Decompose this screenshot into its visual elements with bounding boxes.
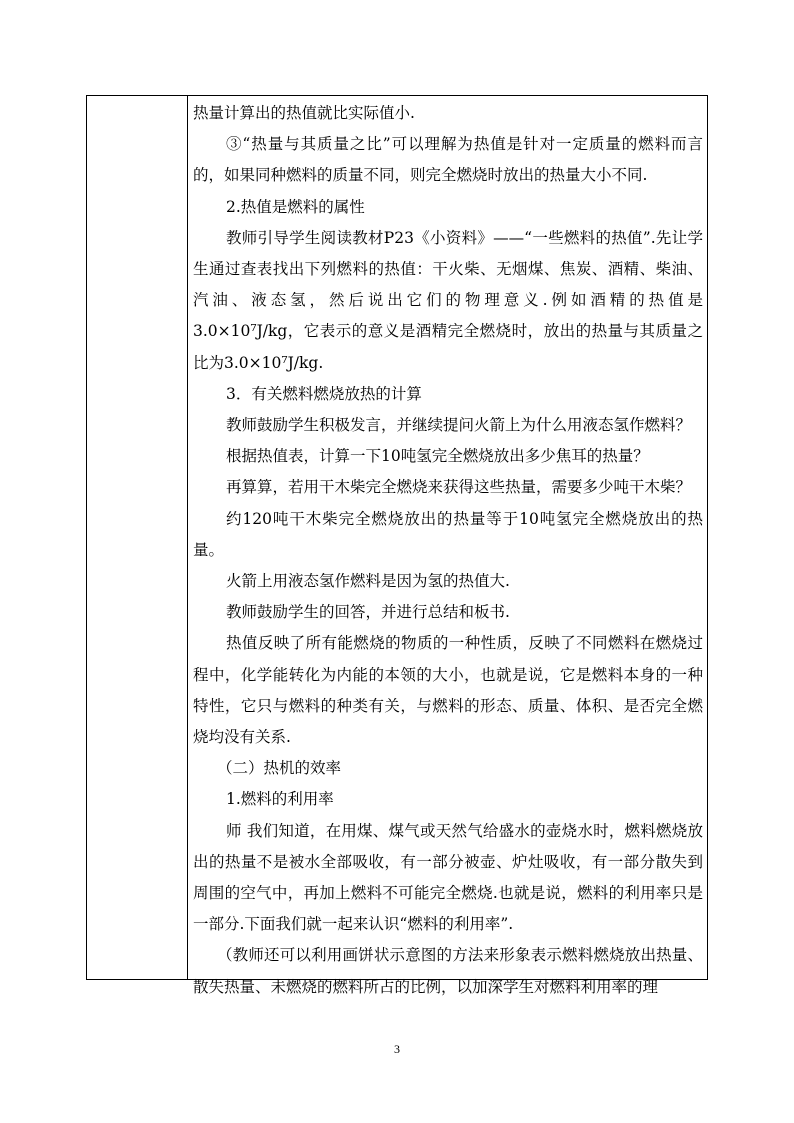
paragraph: 教师鼓励学生积极发言，并继续提问火箭上为什么用液态氢作燃料？ <box>226 416 692 435</box>
paragraph: 教师鼓励学生的回答，并进行总结和板书. <box>226 603 510 622</box>
paragraph: 热值反映了所有能燃烧的物质的一种性质，反映了不同燃料在燃烧过程中，化学能转化为内能的本领的大小，也就是说，它是燃料本身的一种特性，它只与燃料的种类有关，与燃料的形态、质量、体积、是否完全燃烧均没有关系. <box>193 634 703 747</box>
paragraph: 约120吨干木柴完全燃烧放出的热量等于10吨氢完全燃烧放出的热量。 <box>193 509 703 559</box>
section-heading: 3．有关燃料燃烧放热的计算 <box>226 384 422 403</box>
paragraph: 根据热值表，计算一下10吨氢完全燃烧放出多少焦耳的热量？ <box>226 447 649 466</box>
paragraph: 教师引导学生阅读教材P23《小资料》——“一些燃料的热值”.先让学生通过查表找出下列燃料的热值：干火柴、无烟煤、焦炭、酒精、柴油、汽油、液态氢，然后说出它们的物理意义.例如酒精的热值是3.0×10⁷J/kg，它表示的意义是酒精完全燃烧时，放出的热量与其质量之比为3.0×10⁷J/kg. <box>193 228 703 372</box>
section-heading: 2.热值是燃料的属性 <box>226 197 365 216</box>
page-number: 3 <box>394 1042 400 1056</box>
section-heading: 1.燃料的利用率 <box>226 790 334 809</box>
table-content-cell <box>193 96 703 1003</box>
table-left-cell <box>87 96 188 979</box>
paragraph: ③“热量与其质量之比”可以理解为热值是针对一定质量的燃料而言的，如果同种燃料的质量不同，则完全燃烧时放出的热量大小不同. <box>193 135 703 185</box>
lesson-table <box>86 95 708 996</box>
paragraph: 热量计算出的热值就比实际值小. <box>193 104 415 122</box>
section-heading: （二）热机的效率 <box>217 759 342 778</box>
paragraph: 师 我们知道，在用煤、煤气或天然气给盛水的壶烧水时，燃料燃烧放出的热量不是被水全部吸收，有一部分被壶、炉灶吸收，有一部分散失到周围的空气中，再加上燃料不可能完全燃烧.也就是说，燃料的利用率只是一部分.下面我们就一起来认识“燃料的利用率”. <box>193 821 703 934</box>
paragraph: 火箭上用液态氢作燃料是因为氢的热值大. <box>226 572 510 591</box>
paragraph: （教师还可以利用画饼状示意图的方法来形象表示燃料燃烧放出热量、散失热量、未燃烧的燃料所占的比例，以加深学生对燃料利用率的理 <box>193 946 703 996</box>
paragraph: 再算算，若用干木柴完全燃烧来获得这些热量，需要多少吨干木柴？ <box>226 478 692 497</box>
